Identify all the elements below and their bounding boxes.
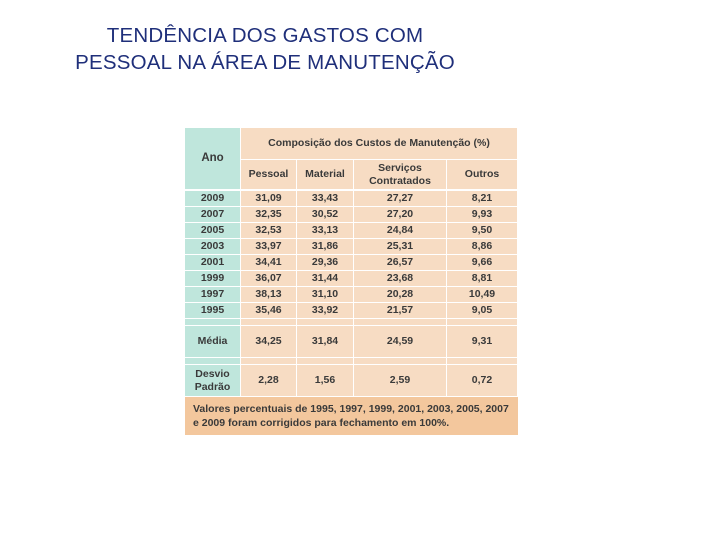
table-row (185, 303, 518, 319)
title-line-2: PESSOAL NA ÁREA DE MANUTENÇÃO (75, 51, 455, 74)
title-line-1: TENDÊNCIA DOS GASTOS COM (106, 24, 424, 47)
material-cell: 30,52 (297, 207, 354, 223)
table-footnote: Valores percentuais de 1995, 1997, 1999, 2001, 2003, 2005, 2007 e 2009 foram corrigidos para fechamento em 100%. (185, 397, 518, 435)
table-row (185, 207, 518, 223)
column-header-pessoal: Pessoal (241, 160, 297, 190)
media-outros: 9,31 (447, 326, 518, 358)
outros-cell: 8,21 (447, 190, 518, 207)
costs-table-panel (185, 128, 518, 435)
material-cell: 29,36 (297, 255, 354, 271)
column-header-material: Material (297, 160, 354, 190)
desvio-padrao-row (185, 365, 518, 397)
spacer-row (185, 358, 518, 365)
desvio-outros: 0,72 (447, 365, 518, 397)
pessoal-cell: 34,41 (241, 255, 297, 271)
column-header-outros: Outros (447, 160, 518, 190)
header-row-group (185, 128, 518, 160)
desvio-label (185, 365, 241, 397)
year-cell: 2009 (185, 190, 241, 207)
year-cell: 2005 (185, 223, 241, 239)
material-cell: 33,43 (297, 190, 354, 207)
desvio-label-line-1: Desvio (195, 367, 230, 380)
desvio-pessoal: 2,28 (241, 365, 297, 397)
desvio-material: 1,56 (297, 365, 354, 397)
material-cell: 31,44 (297, 271, 354, 287)
media-pessoal: 34,25 (241, 326, 297, 358)
year-cell: 2007 (185, 207, 241, 223)
table-row (185, 255, 518, 271)
slide-title (0, 22, 530, 76)
outros-cell: 10,49 (447, 287, 518, 303)
ano-header: Ano (185, 128, 241, 190)
maintenance-costs-table (185, 128, 518, 397)
pessoal-cell: 33,97 (241, 239, 297, 255)
servicos-cell: 27,27 (354, 190, 447, 207)
material-cell: 33,92 (297, 303, 354, 319)
column-header-servicos-text: Serviços Contratados (369, 161, 431, 187)
outros-cell: 8,81 (447, 271, 518, 287)
pessoal-cell: 35,46 (241, 303, 297, 319)
outros-cell: 9,93 (447, 207, 518, 223)
pessoal-cell: 32,35 (241, 207, 297, 223)
pessoal-cell: 36,07 (241, 271, 297, 287)
table-row (185, 190, 518, 207)
table-row (185, 287, 518, 303)
desvio-servicos: 2,59 (354, 365, 447, 397)
servicos-cell: 25,31 (354, 239, 447, 255)
year-cell: 1999 (185, 271, 241, 287)
pessoal-cell: 32,53 (241, 223, 297, 239)
outros-cell: 9,66 (447, 255, 518, 271)
table-row (185, 271, 518, 287)
pessoal-cell: 31,09 (241, 190, 297, 207)
year-cell: 1995 (185, 303, 241, 319)
table-row (185, 223, 518, 239)
servicos-cell: 26,57 (354, 255, 447, 271)
media-servicos: 24,59 (354, 326, 447, 358)
servicos-cell: 23,68 (354, 271, 447, 287)
outros-cell: 8,86 (447, 239, 518, 255)
material-cell: 31,10 (297, 287, 354, 303)
pessoal-cell: 38,13 (241, 287, 297, 303)
media-material: 31,84 (297, 326, 354, 358)
year-cell: 2001 (185, 255, 241, 271)
servicos-cell: 27,20 (354, 207, 447, 223)
media-label: Média (185, 326, 241, 358)
material-cell: 31,86 (297, 239, 354, 255)
servicos-cell: 20,28 (354, 287, 447, 303)
material-cell: 33,13 (297, 223, 354, 239)
table-row (185, 239, 518, 255)
servicos-cell: 21,57 (354, 303, 447, 319)
desvio-label-line-2: Padrão (194, 380, 231, 393)
servicos-cell: 24,84 (354, 223, 447, 239)
outros-cell: 9,05 (447, 303, 518, 319)
spacer-row (185, 319, 518, 326)
group-header: Composição dos Custos de Manutenção (%) (241, 128, 518, 160)
year-cell: 1997 (185, 287, 241, 303)
year-cell: 2003 (185, 239, 241, 255)
outros-cell: 9,50 (447, 223, 518, 239)
column-header-servicos (354, 160, 447, 190)
media-row (185, 326, 518, 358)
